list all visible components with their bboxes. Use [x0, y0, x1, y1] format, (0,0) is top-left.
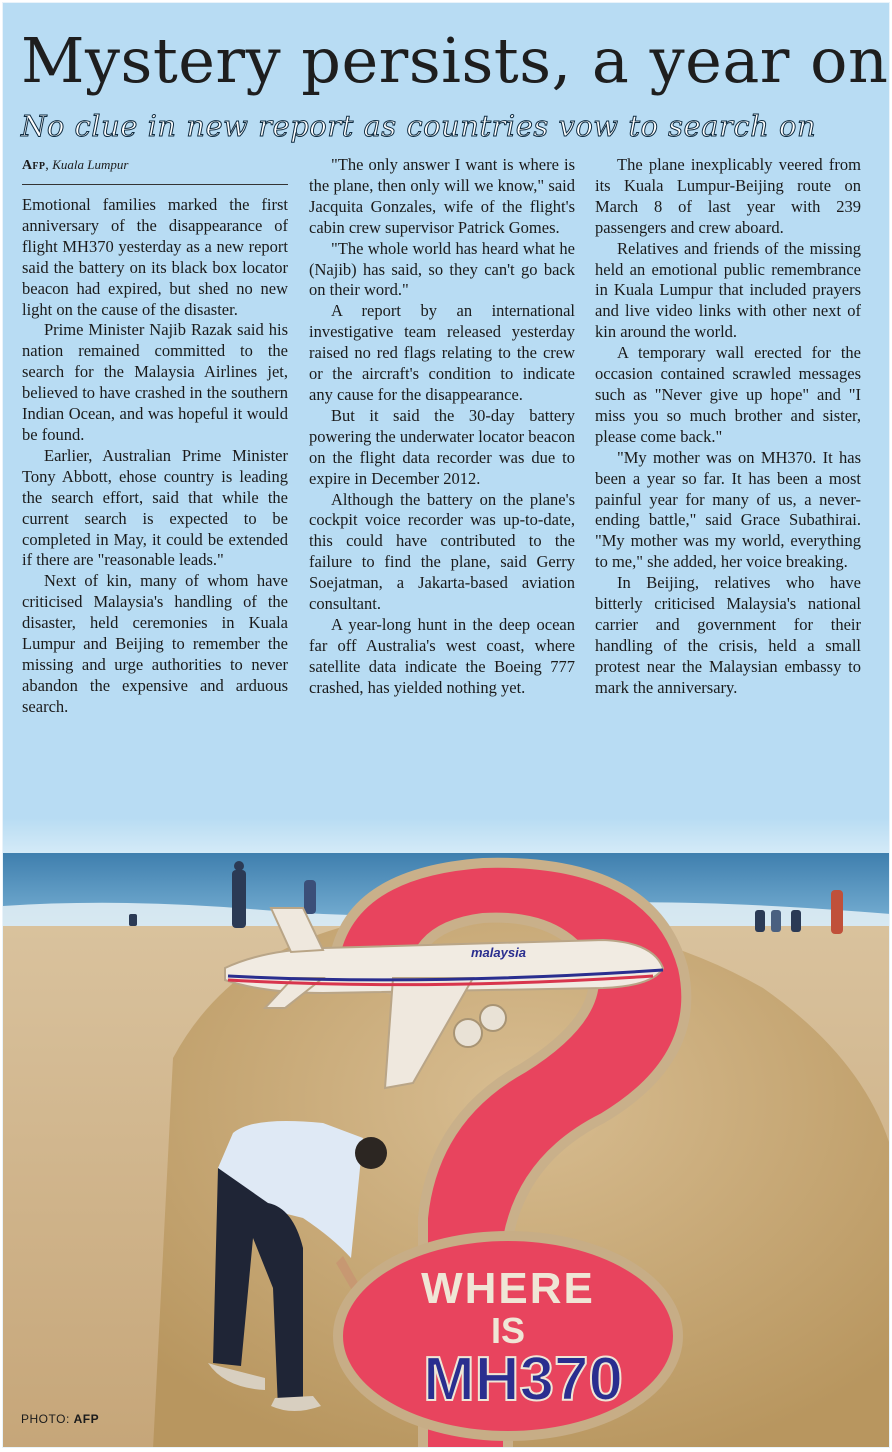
sculpture-text-mh370: MH370: [423, 1345, 623, 1414]
paragraph: Although the battery on the plane's cockpit voice recorder was up-to-date, this could have contributed to the failure to find the plane, said Gerry Soejatman, a Jakarta-based aviation consultant.: [309, 489, 575, 614]
byline-place: Kuala Lumpur: [52, 157, 129, 172]
fuselage-logo: malaysia: [471, 945, 526, 960]
paragraph: A year-long hunt in the deep ocean far off Australia's west coast, where satellite data indicate the Boeing 777 crashed, has yielded nothing yet.: [309, 614, 575, 697]
paragraph: "My mother was on MH370. It has been a year so far. It has been a most painful year for many of us, a never-ending battle," said Grace Subathirai. "My mother was my world, everything to me," she added, her voice breaking.: [595, 447, 861, 572]
paragraph: In Beijing, relatives who have bitterly criticised Malaysia's national carrier and government for their handling of the crisis, held a small protest near the Malaysian embassy to mark the anniversary.: [595, 573, 861, 697]
paragraph: Next of kin, many of whom have criticised Malaysia's handling of the disaster, held ceremonies in Kuala Lumpur and Beijing to remember the missing and urge authorities to never abandon the expensive and arduous search.: [22, 571, 288, 716]
article-column-2: [309, 155, 575, 699]
paragraph: Earlier, Australian Prime Minister Tony Abbott, ehose country is leading the search effort, said that while the current search is expected to be completed in May, it could be extended if there are "reasonable leads.": [22, 445, 288, 570]
article-column-1: [22, 155, 288, 718]
sand-sculpture-photo: [3, 818, 890, 1448]
byline-agency: Afp: [22, 158, 46, 173]
paragraph: "The only answer I want is where is the plane, then only will we know," said Jacquita Gonzales, wife of the flight's cabin crew supervisor Patrick Gomes.: [309, 155, 575, 237]
sculpture-text-where: WHERE: [421, 1264, 595, 1313]
paragraph: "The whole world has heard what he (Najib) has said, so they can't go back on their word.": [309, 238, 575, 300]
sky: [3, 818, 890, 858]
article-column-3: [595, 155, 861, 699]
newspaper-page: [2, 2, 890, 1448]
paragraph: The plane inexplicably veered from its Kuala Lumpur-Beijing route on March 8 of last year with 239 passengers and crew aboard.: [595, 155, 861, 237]
sculpture-text-is: IS: [490, 1310, 526, 1351]
article-body: [22, 155, 862, 815]
photo-credit-source: AFP: [73, 1412, 100, 1426]
photo-credit: [21, 1412, 99, 1426]
byline: Afp, Kuala Lumpur: [22, 155, 288, 185]
paragraph: Emotional families marked the first anniversary of the disappearance of flight MH370 yesterday as a new report said the battery on its black box locator beacon had expired, but shed no new light on the cause of the disaster.: [22, 195, 288, 319]
photo-illustration: [3, 818, 890, 1448]
subhead: No clue in new report as countries vow to search on: [21, 109, 817, 143]
photo-credit-label: PHOTO:: [21, 1412, 70, 1426]
headline: Mystery persists, a year on: [21, 24, 889, 97]
paragraph: Prime Minister Najib Razak said his nation remained committed to the search for the Malaysia Airlines jet, believed to have crashed in the southern Indian Ocean, and was hopeful it would be found.: [22, 320, 288, 444]
paragraph: A temporary wall erected for the occasion contained scrawled messages such as "Never give up hope" and "I miss you so much brother and sister, please come back.": [595, 343, 861, 446]
paragraph: But it said the 30-day battery powering the underwater locator beacon on the flight data recorder was due to expire in December 2012.: [309, 405, 575, 488]
paragraph: A report by an international investigative team released yesterday raised no red flags relating to the crew or the aircraft's condition to indicate any cause for the disappearance.: [309, 301, 575, 404]
paragraph: Relatives and friends of the missing held an emotional public remembrance in Kuala Lumpur that included prayers and live video links with other next of kin around the world.: [595, 238, 861, 342]
